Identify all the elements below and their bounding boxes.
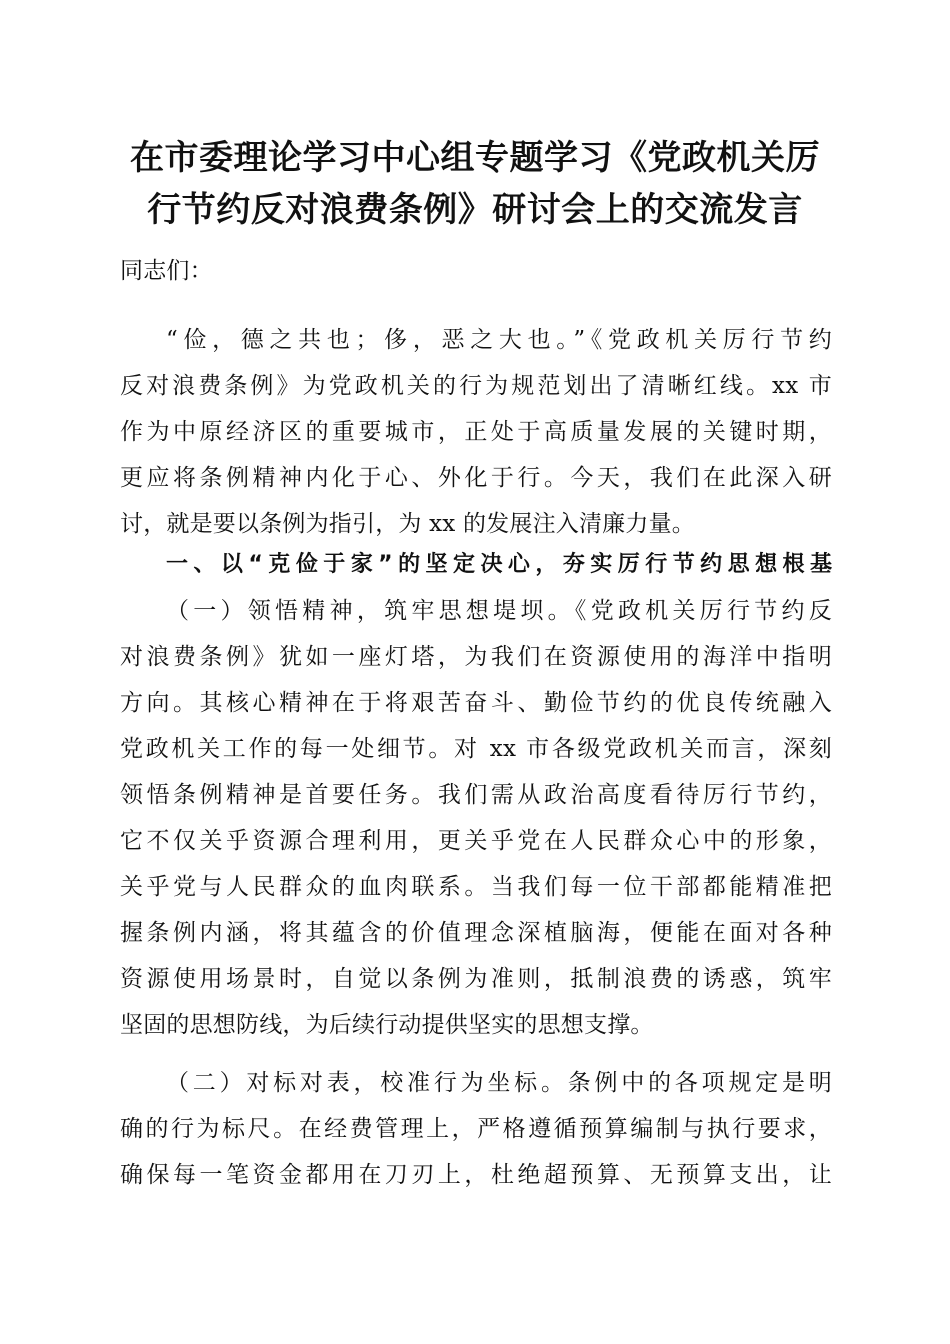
document-title-line-1: 在市委理论学习中心组专题学习《党政机关厉 [130,138,820,178]
body-line: 握条例内涵，将其蕴含的价值理念深植脑海，便能在面对各种 [120,920,832,946]
body-line: 对浪费条例》犹如一座灯塔，为我们在资源使用的海洋中指明 [120,644,832,670]
body-line: 讨，就是要以条例为指引，为 xx 的发展注入清廉力量。 [120,511,695,537]
subsection-line: （二）对标对表，校准行为坐标。条例中的各项规定是明 [166,1070,832,1096]
body-line: 资源使用场景时，自觉以条例为准则，抵制浪费的诱惑，筑牢 [120,966,832,992]
body-line: 更应将条例精神内化于心、外化于行。今天，我们在此深入研 [120,465,832,491]
body-line: 党政机关工作的每一处细节。对 xx 市各级党政机关而言，深刻 [120,736,832,762]
body-line: 坚固的思想防线，为后续行动提供坚实的思想支撑。 [120,1012,654,1038]
body-line: 方向。其核心精神在于将艰苦奋斗、勤俭节约的优良传统融入 [120,690,832,716]
body-line: 关乎党与人民群众的血肉联系。当我们每一位干部都能精准把 [120,874,832,900]
subsection-line: （一）领悟精神，筑牢思想堤坝。《党政机关厉行节约反 [166,598,832,624]
body-line: 确保每一笔资金都用在刀刃上，杜绝超预算、无预算支出，让 [120,1162,832,1188]
salutation: 同志们： [120,258,213,284]
body-line: “俭，德之共也；侈，恶之大也。”《党政机关厉行节约 [166,327,832,353]
body-line: 作为中原经济区的重要城市，正处于高质量发展的关键时期， [120,419,832,445]
section-heading: 一、以“克俭于家”的坚定决心，夯实厉行节约思想根基 [166,552,832,577]
document-title-line-2: 行节约反对浪费条例》研讨会上的交流发言 [147,190,803,230]
body-line: 它不仅关乎资源合理利用，更关乎党在人民群众心中的形象， [120,828,832,854]
body-line: 领悟条例精神是首要任务。我们需从政治高度看待厉行节约， [120,782,832,808]
body-line: 确的行为标尺。在经费管理上，严格遵循预算编制与执行要求， [120,1116,832,1142]
body-line: 反对浪费条例》为党政机关的行为规范划出了清晰红线。xx 市 [120,373,832,399]
